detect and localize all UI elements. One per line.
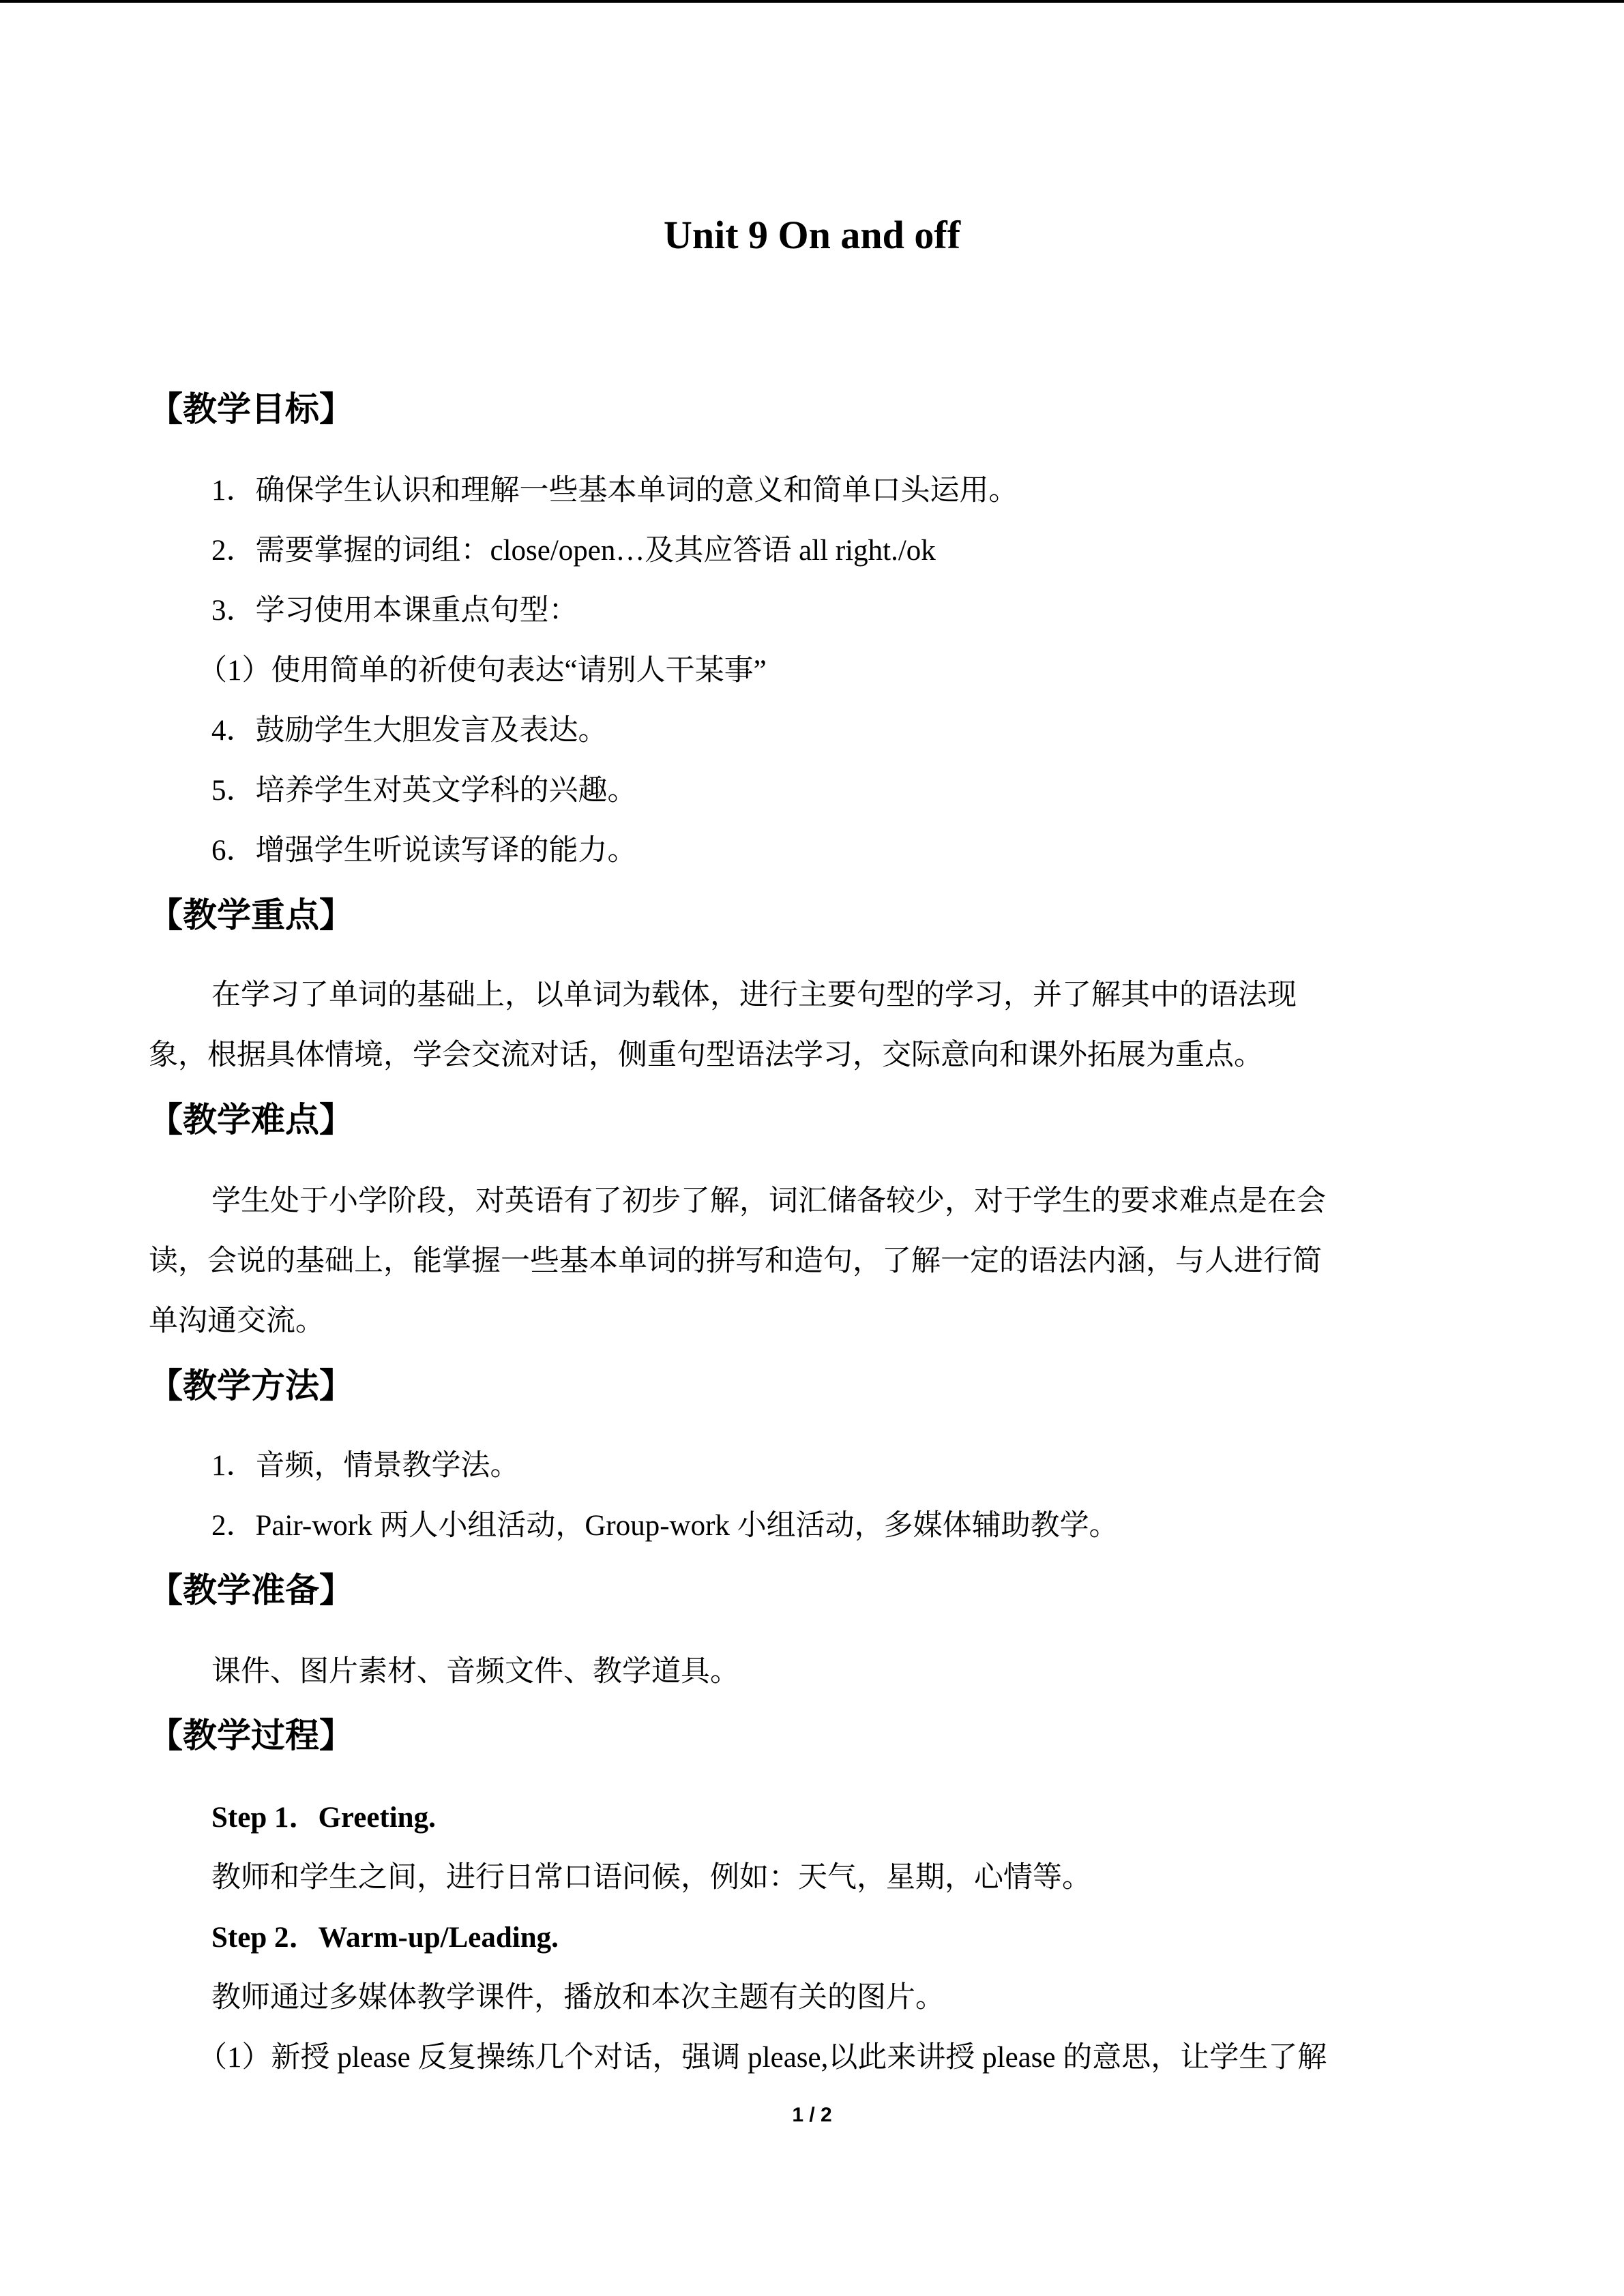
objective-item: 4．鼓励学生大胆发言及表达。 bbox=[211, 715, 608, 747]
objective-item: 6．增强学生听说读写译的能力。 bbox=[211, 835, 637, 867]
step-2-text: 教师通过多媒体教学课件，播放和本次主题有关的图片。 bbox=[211, 1982, 945, 2014]
heading-process: 【教学过程】 bbox=[149, 1716, 353, 1755]
heading-key-points: 【教学重点】 bbox=[149, 895, 353, 935]
page-number: 1 / 2 bbox=[792, 2104, 832, 2126]
document-title: Unit 9 On and off bbox=[663, 213, 961, 257]
objective-item: 3．学习使用本课重点句型： bbox=[211, 595, 578, 627]
difficulties-line: 读，会说的基础上，能掌握一些基本单词的拼写和造句，了解一定的语法内涵，与人进行简 bbox=[149, 1245, 1322, 1277]
difficulties-line: 学生处于小学阶段，对英语有了初步了解，词汇储备较少，对于学生的要求难点是在会 bbox=[211, 1185, 1326, 1217]
step-1-text: 教师和学生之间，进行日常口语问候，例如：天气，星期，心情等。 bbox=[211, 1862, 1091, 1894]
key-points-line: 在学习了单词的基础上，以单词为载体，进行主要句型的学习，并了解其中的语法现 bbox=[211, 979, 1297, 1011]
heading-methods: 【教学方法】 bbox=[149, 1366, 353, 1405]
objective-item: 1．确保学生认识和理解一些基本单词的意义和简单口头运用。 bbox=[211, 475, 1018, 507]
heading-difficulties: 【教学难点】 bbox=[149, 1100, 353, 1139]
method-item: 2．Pair-work 两人小组活动，Group-work 小组活动，多媒体辅助教学。 bbox=[211, 1510, 1119, 1542]
key-points-line: 象，根据具体情境，学会交流对话，侧重句型语法学习，交际意向和课外拓展为重点。 bbox=[149, 1039, 1263, 1071]
heading-objectives: 【教学目标】 bbox=[149, 389, 353, 429]
step-2-title: Step 2．Warm-up/Leading. bbox=[211, 1922, 559, 1954]
objective-item: 2．需要掌握的词组：close/open…及其应答语 all right./ok bbox=[211, 535, 936, 567]
step-2-subitem: （1）新授 please 反复操练几个对话，强调 please,以此来讲授 please 的意思，让学生了解 bbox=[198, 2042, 1327, 2074]
objective-subitem: （1）使用简单的祈使句表达“请别人干某事” bbox=[198, 655, 767, 687]
preparation-text: 课件、图片素材、音频文件、教学道具。 bbox=[211, 1656, 739, 1688]
difficulties-line: 单沟通交流。 bbox=[149, 1305, 325, 1337]
step-1-title: Step 1．Greeting. bbox=[211, 1802, 436, 1834]
objective-item: 5．培养学生对英文学科的兴趣。 bbox=[211, 775, 637, 807]
heading-preparation: 【教学准备】 bbox=[149, 1570, 353, 1610]
method-item: 1．音频，情景教学法。 bbox=[211, 1450, 520, 1482]
